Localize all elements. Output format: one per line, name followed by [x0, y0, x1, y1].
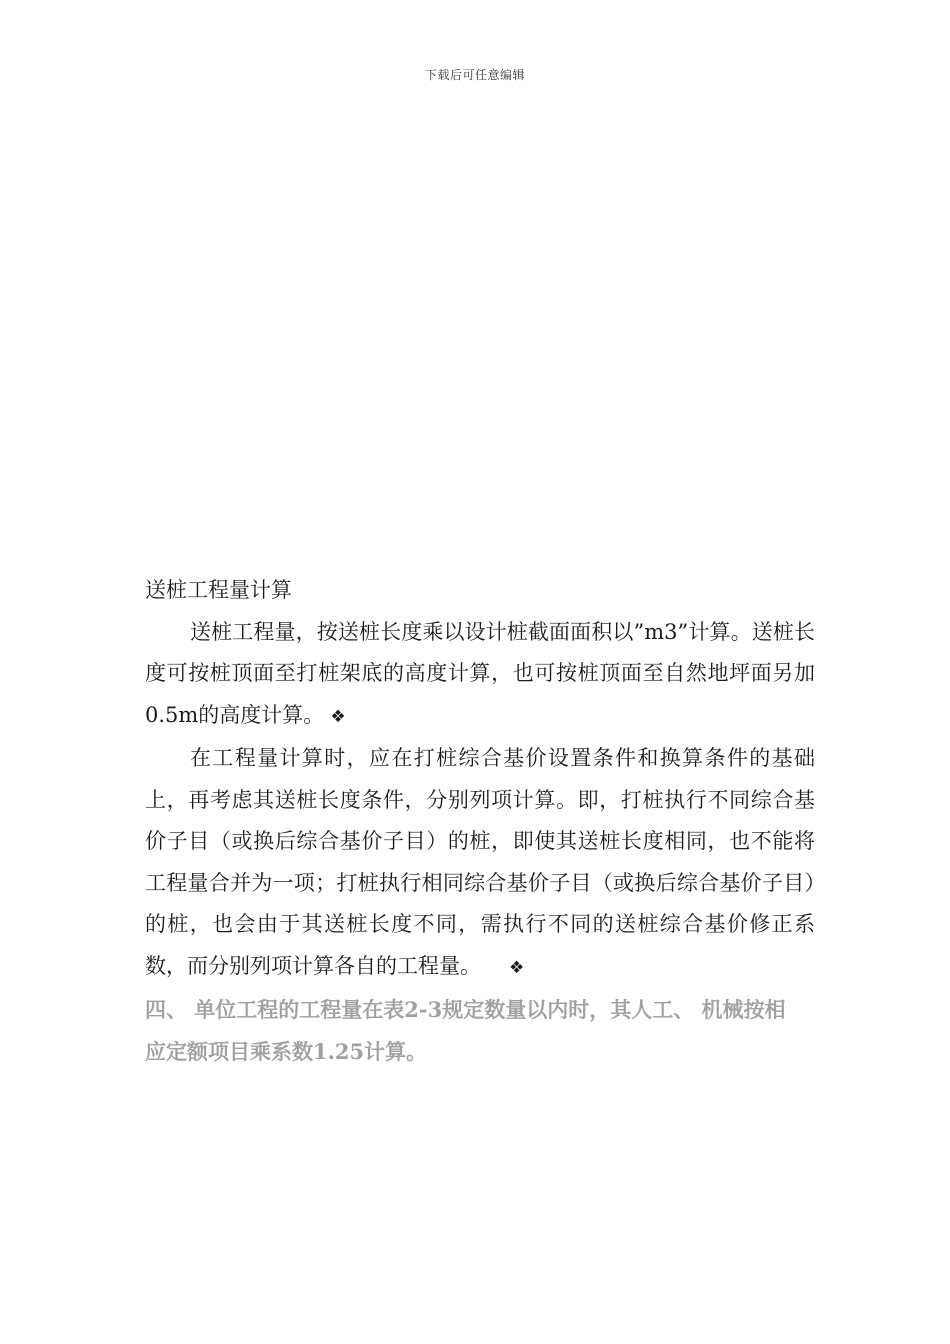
diamond-bullet-icon: ❖ [330, 706, 346, 727]
section-four-paragraph: 四、 单位工程的工程量在表2-3规定数量以内时，其人工、 机械按相应定额项目乘系数1.25计算。 [145, 997, 786, 1064]
paragraph-text: 送桩工程量，按送桩长度乘以设计桩截面面积以”m3”计算。送桩长度可按桩顶面至打桩架底的高度计算，也可按桩顶面至自然地坪面另加0.5m的高度计算。 [145, 619, 815, 727]
paragraph-calculation-rules [145, 738, 815, 989]
paragraph-text: 在工程量计算时，应在打桩综合基价设置条件和换算条件的基础上，再考虑其送桩长度条件，分别列项计算。即，打桩执行不同综合基价子目（或换后综合基价子目）的桩，即使其送桩长度相同，也不能将工程量合并为一项；打桩执行相同综合基价子目（或换后综合基价子目）的桩，也会由于其送桩长度不同，需执行不同的送桩综合基价修正系数，而分别列项计算各自的工程量。 [145, 746, 815, 978]
paragraph-pile-delivery-quantity [145, 612, 815, 739]
page-header-note: 下载后可任意编辑 [424, 68, 525, 82]
document-body [145, 570, 815, 1072]
diamond-bullet-icon: ❖ [509, 957, 525, 978]
section-heading: 送桩工程量计算 [145, 578, 292, 602]
